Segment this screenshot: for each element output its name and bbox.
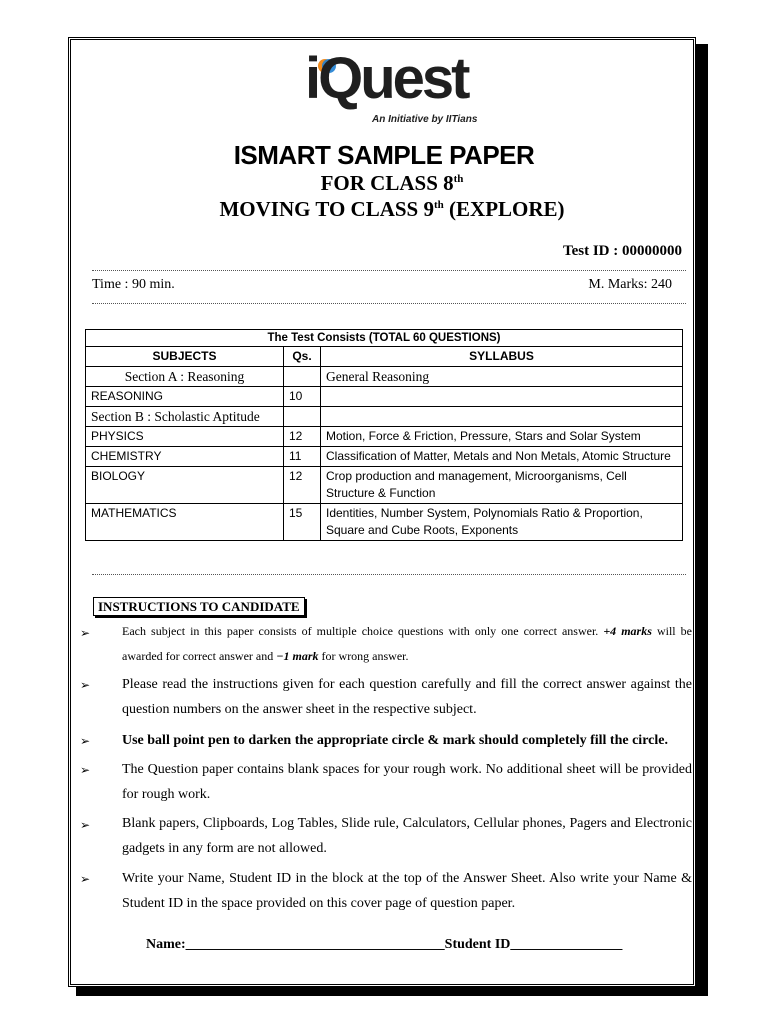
instruction-item: Blank papers, Clipboards, Log Tables, Slide rule, Calculators, Cellular phones, Pagers and Electronic gadgets in any form are not allowed. — [122, 816, 692, 856]
qs-cell — [284, 407, 321, 427]
column-header: SYLLABUS — [321, 347, 683, 367]
subtitle-class: FOR CLASS 8th — [320, 171, 464, 195]
logo-tagline: An Initiative by IITians — [372, 114, 478, 125]
signature-line — [146, 937, 622, 953]
max-marks: M. Marks: 240 — [588, 277, 672, 292]
subject-cell: REASONING — [86, 387, 284, 407]
instruction-item: The Question paper contains blank spaces for your rough work. No additional sheet will be provided for rough work. — [122, 762, 692, 802]
bullet-arrow-icon: ➢ — [80, 734, 91, 748]
bullet-arrow-icon: ➢ — [80, 626, 91, 640]
subject-cell: Section A : Reasoning — [86, 367, 284, 387]
student-id-field[interactable]: Student ID________________ — [444, 937, 623, 952]
table-row — [86, 427, 683, 447]
divider — [92, 303, 686, 304]
qs-cell: 12 — [284, 467, 321, 504]
bullet-arrow-icon: ➢ — [80, 763, 91, 777]
syllabus-cell: General Reasoning — [321, 367, 683, 387]
table-row — [86, 407, 683, 427]
column-header: SUBJECTS — [86, 347, 284, 367]
syllabus-cell: Crop production and management, Microorganisms, Cell Structure & Function — [321, 467, 683, 504]
bullet-arrow-icon: ➢ — [80, 678, 91, 692]
table-row — [86, 367, 683, 387]
syllabus-cell — [321, 387, 683, 407]
subject-cell: BIOLOGY — [86, 467, 284, 504]
instruction-item: Please read the instructions given for each question carefully and fill the correct answer against the question numbers on the answer sheet in the respective subject. — [122, 677, 692, 717]
divider — [92, 270, 686, 271]
table-row — [86, 447, 683, 467]
page-title: ISMART SAMPLE PAPER — [233, 140, 535, 170]
subject-cell: CHEMISTRY — [86, 447, 284, 467]
bullet-arrow-icon: ➢ — [80, 872, 91, 886]
qs-cell: 10 — [284, 387, 321, 407]
instruction-item: Each subject in this paper consists of multiple choice questions with only one correct answer. +4 marks will be awarded for correct answer and −1 mark for wrong answer. — [122, 624, 693, 663]
table-row — [86, 504, 683, 541]
table-row — [86, 387, 683, 407]
subject-cell: Section B : Scholastic Aptitude — [86, 407, 284, 427]
table-row — [86, 467, 683, 504]
qs-cell: 11 — [284, 447, 321, 467]
subject-cell: PHYSICS — [86, 427, 284, 447]
time-limit: Time : 90 min. — [92, 277, 175, 292]
bullet-arrow-icon: ➢ — [80, 818, 91, 832]
syllabus-cell — [321, 407, 683, 427]
subtitle-moving: MOVING TO CLASS 9th (EXPLORE) — [219, 197, 565, 221]
column-header: Qs. — [284, 347, 321, 367]
table-caption: The Test Consists (TOTAL 60 QUESTIONS) — [86, 330, 683, 347]
qs-cell: 15 — [284, 504, 321, 541]
qs-cell — [284, 367, 321, 387]
instructions-heading: INSTRUCTIONS TO CANDIDATE — [93, 597, 305, 616]
qs-cell: 12 — [284, 427, 321, 447]
instruction-item: Use ball point pen to darken the appropriate circle & mark should completely fill the circle. — [122, 733, 668, 748]
syllabus-cell: Identities, Number System, Polynomials Ratio & Proportion, Square and Cube Roots, Exponents — [321, 504, 683, 541]
table-header-row — [86, 347, 683, 367]
logo-brand: iQuest — [305, 46, 468, 111]
syllabus-table — [85, 329, 683, 541]
syllabus-cell: Classification of Matter, Metals and Non Metals, Atomic Structure — [321, 447, 683, 467]
subject-cell: MATHEMATICS — [86, 504, 284, 541]
syllabus-cell: Motion, Force & Friction, Pressure, Stars and Solar System — [321, 427, 683, 447]
divider — [92, 574, 686, 575]
instruction-item: Write your Name, Student ID in the block at the top of the Answer Sheet. Also write your Name & Student ID in the space provided on this cover page of question paper. — [122, 871, 692, 911]
name-field[interactable]: Name:_____________________________________ — [146, 937, 445, 952]
test-id: Test ID : 00000000 — [562, 243, 682, 259]
